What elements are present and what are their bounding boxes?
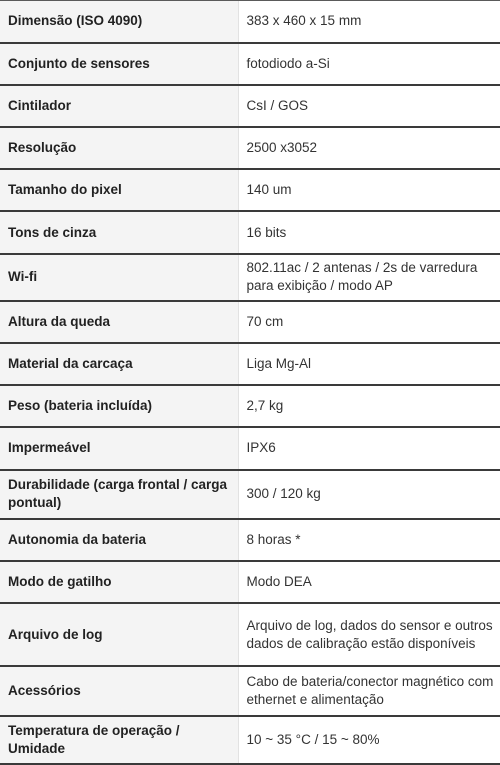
table-row xyxy=(0,43,500,85)
table-row xyxy=(0,1,500,43)
spec-label: Durabilidade (carga frontal / carga pontual) xyxy=(0,470,238,519)
spec-label: Tons de cinza xyxy=(0,211,238,253)
spec-label: Material da carcaça xyxy=(0,343,238,385)
table-row xyxy=(0,301,500,343)
table-row xyxy=(0,343,500,385)
table-row xyxy=(0,666,500,715)
spec-label: Conjunto de sensores xyxy=(0,43,238,85)
spec-value: 140 um xyxy=(238,169,500,211)
spec-value: 802.11ac / 2 antenas / 2s de varredura para exibição / modo AP xyxy=(238,254,500,301)
spec-label: Modo de gatilho xyxy=(0,561,238,603)
spec-value: Modo DEA xyxy=(238,561,500,603)
table-row xyxy=(0,85,500,127)
spec-value: Cabo de bateria/conector magnético com ethernet e alimentação xyxy=(238,666,500,715)
spec-value: Arquivo de log, dados do sensor e outros dados de calibração estão disponíveis xyxy=(238,603,500,666)
spec-label: Peso (bateria incluída) xyxy=(0,385,238,427)
spec-value: 2,7 kg xyxy=(238,385,500,427)
table-row xyxy=(0,211,500,253)
spec-label: Arquivo de log xyxy=(0,603,238,666)
spec-label: Impermeável xyxy=(0,427,238,469)
spec-label: Altura da queda xyxy=(0,301,238,343)
table-row xyxy=(0,716,500,764)
table-row xyxy=(0,127,500,169)
spec-value: 8 horas * xyxy=(238,519,500,561)
spec-value: Liga Mg-Al xyxy=(238,343,500,385)
table-row xyxy=(0,254,500,301)
spec-value: 2500 x3052 xyxy=(238,127,500,169)
spec-label: Wi-fi xyxy=(0,254,238,301)
spec-value: 300 / 120 kg xyxy=(238,470,500,519)
spec-label: Cintilador xyxy=(0,85,238,127)
spec-label: Acessórios xyxy=(0,666,238,715)
spec-label: Dimensão (ISO 4090) xyxy=(0,1,238,43)
spec-label: Tamanho do pixel xyxy=(0,169,238,211)
table-row xyxy=(0,169,500,211)
spec-label: Autonomia da bateria xyxy=(0,519,238,561)
spec-value: 70 cm xyxy=(238,301,500,343)
table-row xyxy=(0,519,500,561)
table-row xyxy=(0,561,500,603)
spec-value: IPX6 xyxy=(238,427,500,469)
spec-value: 16 bits xyxy=(238,211,500,253)
spec-label: Temperatura de operação / Umidade xyxy=(0,716,238,764)
table-row xyxy=(0,427,500,469)
table-row xyxy=(0,385,500,427)
spec-value: 383 x 460 x 15 mm xyxy=(238,1,500,43)
spec-value: 10 ~ 35 °C / 15 ~ 80% xyxy=(238,716,500,764)
table-row xyxy=(0,603,500,666)
spec-label: Resolução xyxy=(0,127,238,169)
spec-value: CsI / GOS xyxy=(238,85,500,127)
table-row xyxy=(0,470,500,519)
spec-value: fotodiodo a-Si xyxy=(238,43,500,85)
